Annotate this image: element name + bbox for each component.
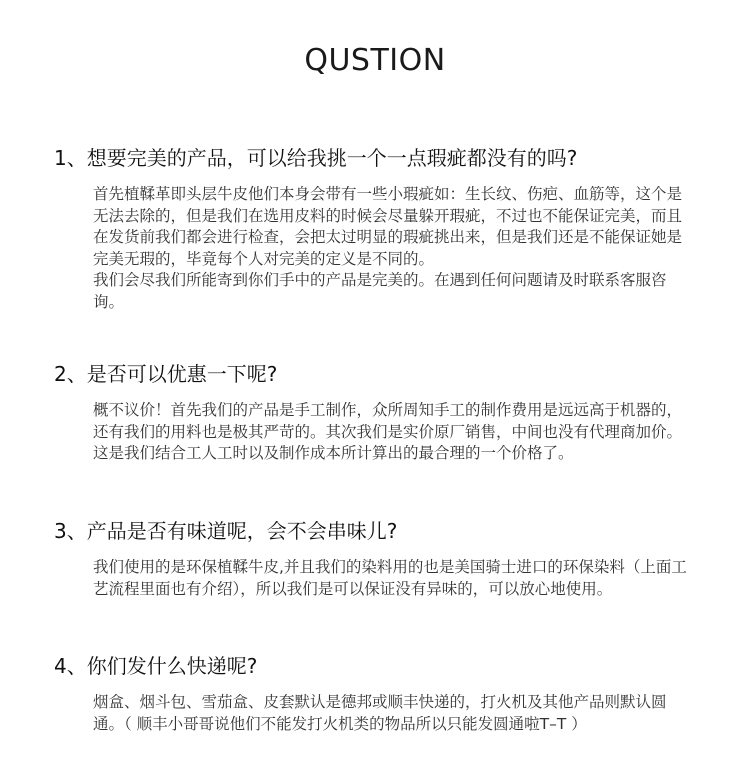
faq-question: 3、产品是否有味道呢，会不会串味儿? (54, 519, 398, 543)
page-title: QUSTION (304, 43, 446, 78)
faq-answer (93, 400, 693, 465)
faq-question: 4、你们发什么快递呢? (54, 654, 258, 678)
faq-question: 1、想要完美的产品，可以给我挑一个一点瑕疵都没有的吗? (54, 146, 578, 170)
faq-question: 2、是否可以优惠一下呢? (54, 362, 278, 386)
answer-paragraph: 我们使用的是环保植鞣牛皮,并且我们的染料用的也是美国骑士进口的环保染料（上面工艺流程里面也有介绍），所以我们是可以保证没有异味的，可以放心地使用。 (93, 558, 687, 598)
answer-paragraph: 烟盒、烟斗包、雪茄盒、皮套默认是德邦或顺丰快递的，打火机及其他产品则默认圆通。（ 顺丰小哥哥说他们不能发打火机类的物品所以只能发圆通啦T–T ） (93, 693, 667, 733)
faq-item (0, 653, 750, 735)
faq-answer (93, 557, 693, 600)
faq-item (0, 361, 750, 465)
faq-answer (93, 692, 693, 735)
answer-paragraph: 首先植鞣革即头层牛皮他们本身会带有一些小瑕疵如：生长纹、伤疤、血筋等，这个是无法去除的，但是我们在选用皮料的时候会尽量躲开瑕疵，不过也不能保证完美，而且在发货前我们都会进行检查，会把太过明显的瑕疵挑出来，但是我们还是不能保证她是完美无瑕的，毕竟每个人对完美的定义是不同的。 (93, 185, 683, 268)
answer-paragraph: 概不议价！首先我们的产品是手工制作，众所周知手工的制作费用是远远高于机器的，还有我们的用料也是极其严苛的。其次我们是实价原厂销售，中间也没有代理商加价。这是我们结合工人工时以及制作成本所计算出的最合理的一个价格了。 (93, 401, 683, 462)
answer-paragraph: 我们会尽我们所能寄到你们手中的产品是完美的。在遇到任何问题请及时联系客服咨询。 (93, 271, 667, 311)
faq-item (0, 145, 750, 313)
faq-answer (93, 184, 693, 313)
faq-item (0, 518, 750, 600)
